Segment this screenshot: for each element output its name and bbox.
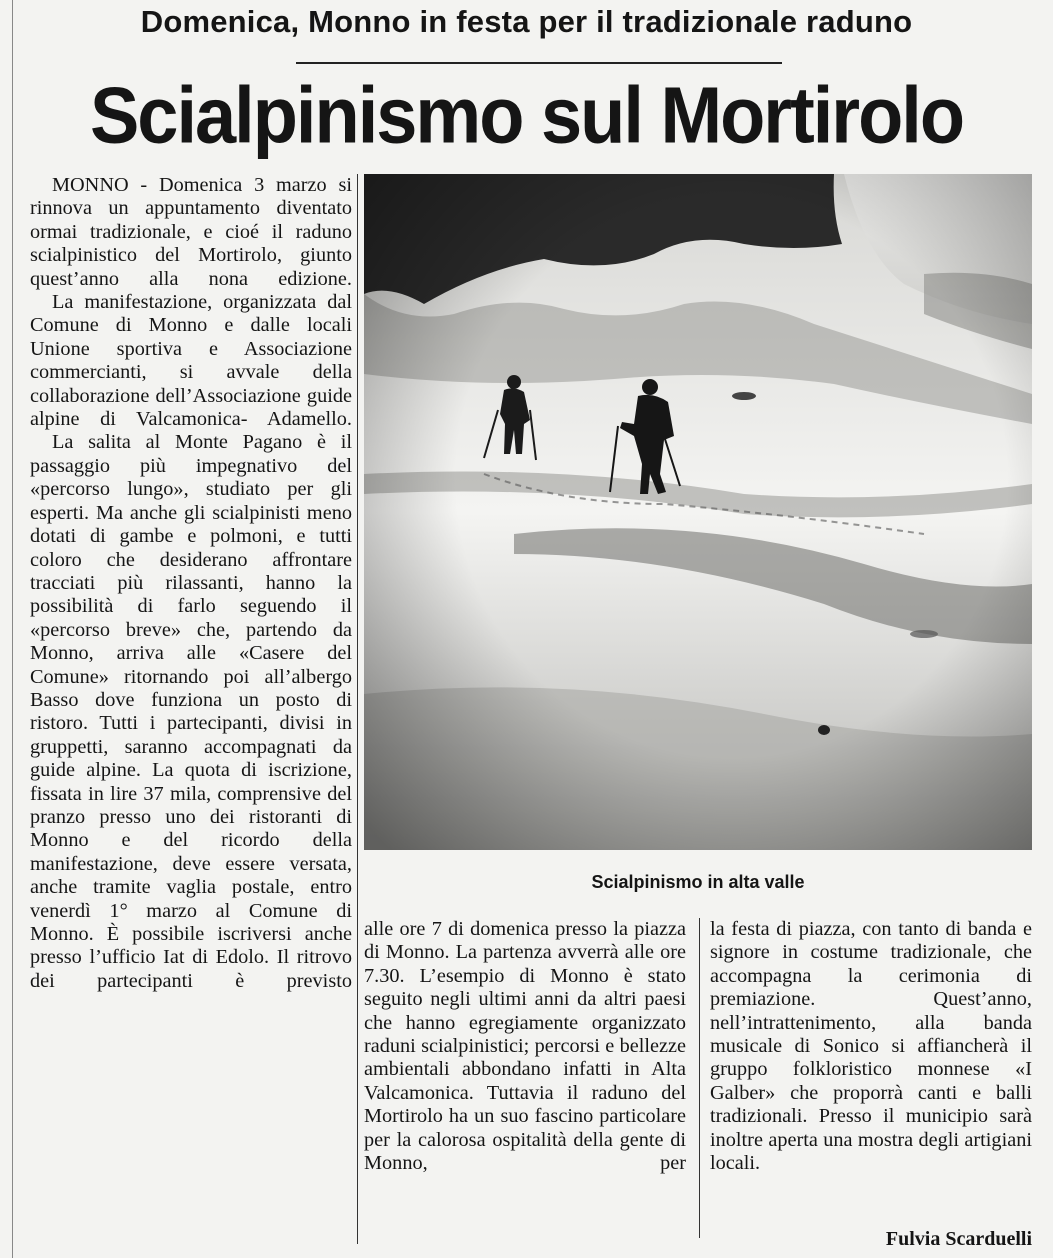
page-margin-line [12, 0, 13, 1258]
kicker: Domenica, Monno in festa per il tradizionale raduno [140, 4, 913, 39]
byline: Fulvia Scarduelli [885, 1228, 1032, 1250]
paragraph-3: La salita al Monte Pagano è il passaggio più impegnativo del «percorso lungo», studiato per gli esperti. Ma anche gli scialpinisti meno dotati di gambe e polmoni, e tutti coloro che desiderano affrontare tracciati più rilassanti, hanno la possibilità di farlo seguendo il «percorso breve» che, partendo da Monno, arriva alle «Casere del Comune» ritornando poi all’albergo Basso dove funziona un posto di ristoro. Tutti i partecipanti, divisi in gruppetti, saranno accompagnati da guide alpine. La quota di iscrizione, fissata in lire 37 mila, comprensive del pranzo presso uno dei ristoranti di Monno e del ricordo della manifestazione, deve essere versata, anche tramite vaglia postale, entro venerdì 1° marzo al Comune di Monno. È possibile iscriversi anche presso l’ufficio Iat di Edolo. Il ritrovo dei partecipanti è previsto [30, 431, 352, 992]
column-2-text: alle ore 7 di domenica presso la piazza di Monno. La partenza avverrà alle ore 7.30. L’esempio di Monno è stato seguito negli ultimi anni da altri paesi che hanno egregiamente organizzato raduni scialpinistici; percorsi e bellezze ambientali abbondano infatti in Alta Valcamonica. Tuttavia il raduno del Mortirolo ha un suo fascino particolare per la calorosa ospitalità della gente di Monno, per [364, 918, 686, 1175]
column-divider-1 [357, 174, 358, 1244]
photo-ski-mountaineers [364, 174, 1032, 850]
kicker-rule [296, 62, 782, 64]
headline: Scialpinismo sul Mortirolo [89, 70, 964, 160]
photo-image [364, 174, 1032, 850]
column-3 [710, 918, 1032, 1175]
paragraph-2: La manifestazione, organizzata dal Comune di Monno e dalle locali Unione sportiva e Associazione commercianti, si avvale della collaborazione dell’Associazione guide alpine di Valcamonica- Adamello. [30, 291, 352, 431]
column-divider-2 [699, 918, 700, 1238]
column-1 [30, 174, 352, 993]
column-3-text: la festa di piazza, con tanto di banda e signore in costume tradizionale, che accompagna la cerimonia di premiazione. Quest’anno, nell’intrattenimento, alla banda musicale di Sonico si affiancherà il gruppo folkloristico monnese «I Galber» che proporrà canti e balli tradizionali. Presso il municipio sarà inoltre aperta una mostra degli artigiani locali. [710, 918, 1032, 1175]
column-2 [364, 918, 686, 1175]
paragraph-1: MONNO - Domenica 3 marzo si rinnova un appuntamento diventato ormai tradizionale, e cioé il raduno scialpinistico del Mortirolo, giunto quest’anno alla nona edizione. [30, 174, 352, 290]
photo-caption: Scialpinismo in alta valle [591, 872, 805, 892]
